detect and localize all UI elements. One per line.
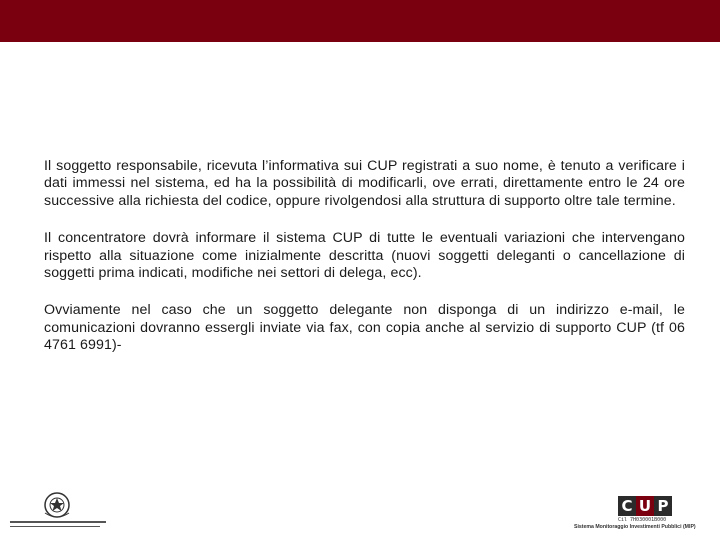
top-banner: [0, 0, 720, 42]
ministry-text-line: [10, 521, 106, 523]
paragraph-3: Ovviamente nel caso che un soggetto delegante non disponga di un indirizzo e-mail, le comunicazioni dovranno essergli inviate via fax, con copia anche al servizio di supporto CUP (tf 06 4761 6991)-: [44, 302, 685, 354]
slide-body: [44, 158, 685, 375]
cup-caption: Sistema Monitoraggio Investimenti Pubblici (MIP): [574, 524, 696, 530]
cup-code: Cil 7H030001B000: [618, 517, 667, 523]
cup-logo-block: [574, 496, 714, 534]
ministry-text-line: [10, 526, 100, 527]
paragraph-2: Il concentratore dovrà informare il sistema CUP di tutte le eventuali variazioni che intervengano rispetto alla situazione come inizialmente descritta (nuovi soggetti deleganti o cancellazione di soggetti prima indicati, modifiche nei settori di delega, ecc).: [44, 230, 685, 282]
cup-logo: [618, 496, 672, 516]
government-logo: [10, 490, 110, 530]
cup-logo-letter: P: [654, 496, 672, 516]
cup-logo-letter: U: [636, 496, 654, 516]
cup-logo-letter: C: [618, 496, 636, 516]
republic-emblem-icon: [40, 490, 74, 522]
paragraph-1: Il soggetto responsabile, ricevuta l’informativa sui CUP registrati a suo nome, è tenuto a verificare i dati immessi nel sistema, ed ha la possibilità di modificarli, ove errati, direttamente entro le 24 ore successive alla richiesta del codice, oppure rivolgendosi alla struttura di supporto oltre tale termine.: [44, 158, 685, 209]
